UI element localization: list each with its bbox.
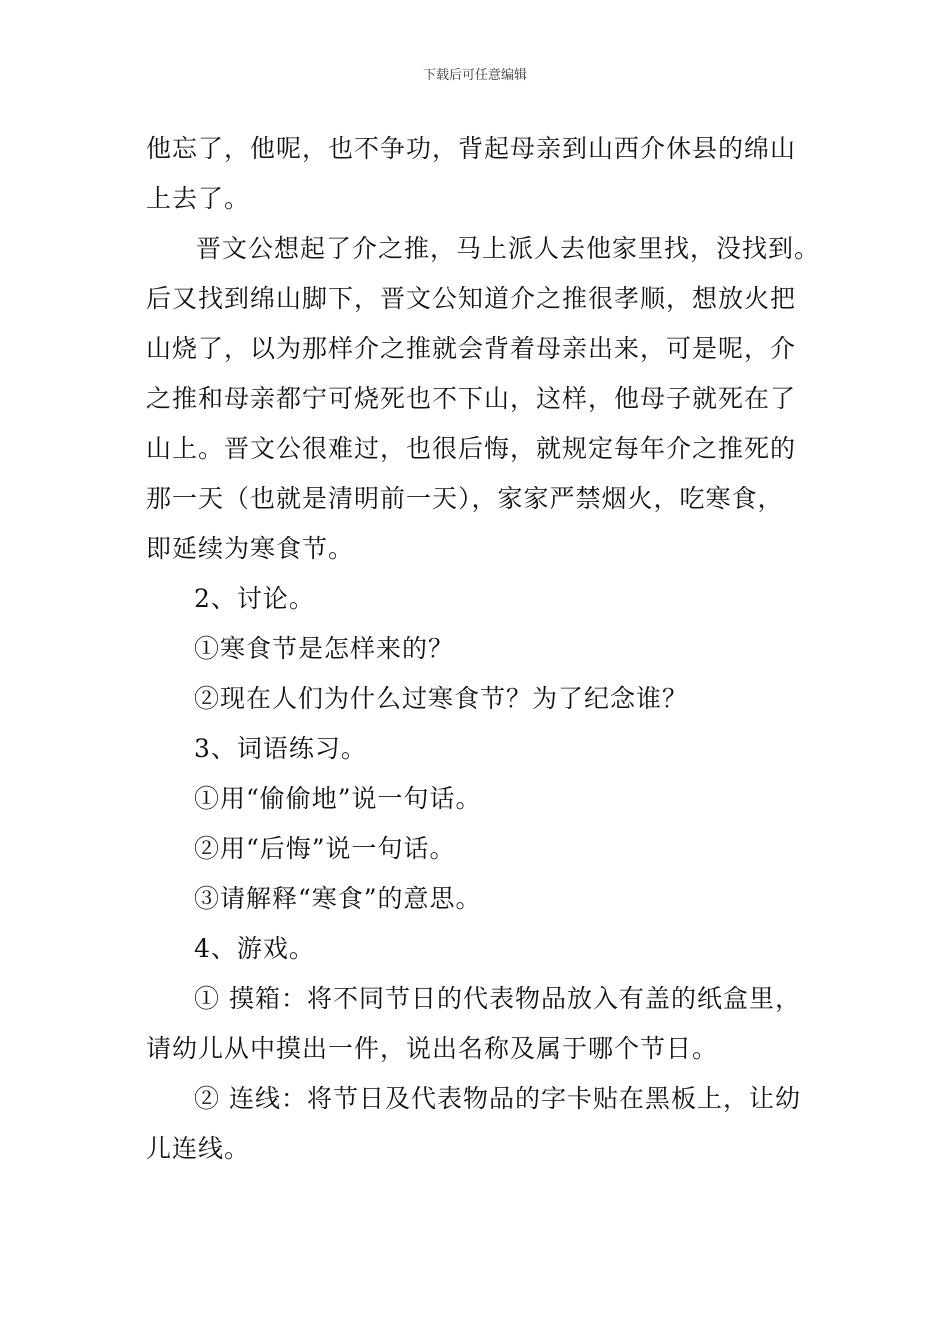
paragraph-line: 儿连线。 bbox=[146, 1134, 251, 1163]
paragraph-line: 后又找到绵山脚下，晋文公知道介之推很孝顺，想放火把 bbox=[146, 284, 797, 313]
list-item: ② 连线：将节日及代表物品的字卡贴在黑板上，让幼 bbox=[194, 1084, 801, 1113]
list-item: ②用“后悔”说一句话。 bbox=[194, 834, 456, 863]
list-item: ①用“偷偷地”说一句话。 bbox=[194, 784, 482, 813]
document-body bbox=[146, 124, 826, 1174]
paragraph-line: 那一天（也就是清明前一天），家家严禁烟火，吃寒食， bbox=[146, 484, 784, 513]
paragraph-line: 他忘了，他呢，也不争功，背起母亲到山西介休县的绵山 bbox=[146, 134, 797, 163]
list-item: ③请解释“寒食”的意思。 bbox=[194, 884, 482, 913]
section-heading: 2、讨论。 bbox=[194, 584, 315, 613]
paragraph-line: 上去了。 bbox=[146, 184, 251, 213]
page-header: 下载后可任意编辑 bbox=[422, 68, 527, 83]
section-heading: 3、词语练习。 bbox=[194, 734, 367, 763]
list-item: ①寒食节是怎样来的？ bbox=[194, 634, 455, 663]
paragraph-line: 晋文公想起了介之推，马上派人去他家里找，没找到。 bbox=[196, 234, 821, 263]
paragraph-line: 山烧了，以为那样介之推就会背着母亲出来，可是呢，介 bbox=[146, 334, 797, 363]
paragraph-line: 请幼儿从中摸出一件，说出名称及属于哪个节日。 bbox=[146, 1034, 719, 1063]
list-item: ②现在人们为什么过寒食节？为了纪念谁？ bbox=[194, 684, 689, 713]
paragraph-line: 之推和母亲都宁可烧死也不下山，这样，他母子就死在了 bbox=[146, 384, 797, 413]
section-heading: 4、游戏。 bbox=[194, 934, 315, 963]
paragraph-line: 山上。晋文公很难过，也很后悔，就规定每年介之推死的 bbox=[146, 434, 797, 463]
paragraph-line: 即延续为寒食节。 bbox=[146, 534, 355, 563]
list-item: ① 摸箱：将不同节日的代表物品放入有盖的纸盒里， bbox=[194, 984, 801, 1013]
